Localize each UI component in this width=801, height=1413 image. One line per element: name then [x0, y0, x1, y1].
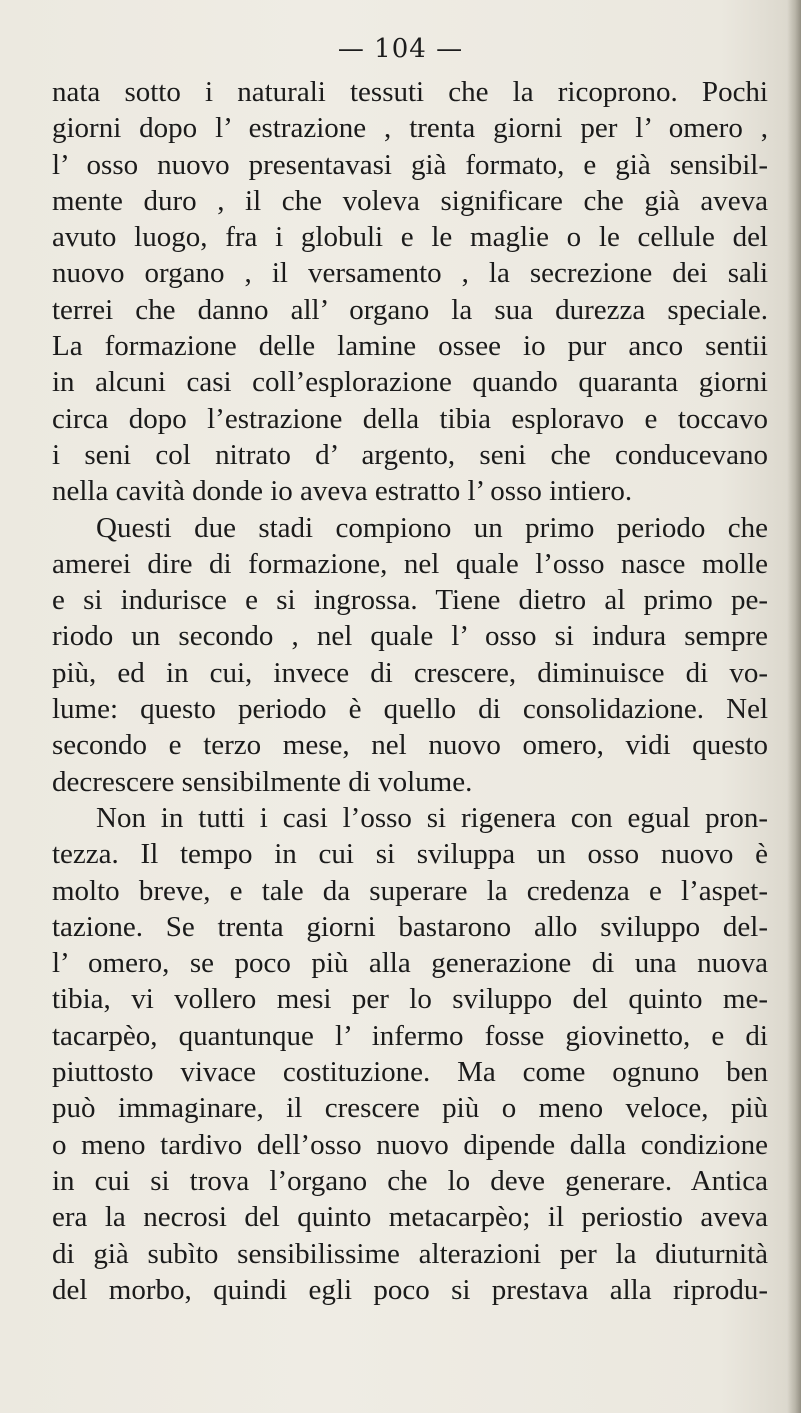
- text-line: decrescere sensibilmente di volume.: [52, 765, 473, 798]
- text-line: riodo un secondo , nel quale l’ osso si indura sempre: [52, 620, 768, 653]
- text-line: La formazione delle lamine ossee io pur anco sentii: [52, 330, 768, 363]
- text-line: molto breve, e tale da superare la credenza e l’aspet-: [52, 874, 768, 907]
- text-line: terrei che danno all’ organo la sua durezza speciale.: [52, 293, 768, 326]
- text-line: amerei dire di formazione, nel quale l’osso nasce molle: [52, 547, 768, 580]
- text-line: l’ osso nuovo presentavasi già formato, e già sensibil-: [52, 148, 768, 181]
- text-line: tezza. Il tempo in cui si sviluppa un osso nuovo è: [52, 838, 768, 871]
- page-number: — 104 —: [337, 34, 464, 64]
- text-line: Non in tutti i casi l’osso si rigenera con egual pron-: [96, 801, 768, 834]
- text-line: nuovo organo , il versamento , la secrezione dei sali: [52, 257, 768, 290]
- text-line: e si indurisce e si ingrossa. Tiene dietro al primo pe-: [52, 584, 768, 617]
- text-line: Questi due stadi compiono un primo periodo che: [96, 511, 768, 544]
- text-line: di già subìto sensibilissime alterazioni per la diuturnità: [52, 1237, 768, 1270]
- text-line: i seni col nitrato d’ argento, seni che conducevano: [52, 438, 768, 471]
- text-line: tibia, vi vollero mesi per lo sviluppo del quinto me-: [52, 983, 768, 1016]
- text-line: o meno tardivo dell’osso nuovo dipende dalla condizione: [52, 1128, 768, 1161]
- text-line: secondo e terzo mese, nel nuovo omero, vidi questo: [52, 729, 768, 762]
- text-line: può immaginare, il crescere più o meno veloce, più: [52, 1092, 768, 1125]
- body-text: [52, 74, 768, 1308]
- text-line: del morbo, quindi egli poco si prestava alla riprodu-: [52, 1273, 768, 1306]
- text-line: tacarpèo, quantunque l’ infermo fosse giovinetto, e di: [52, 1019, 768, 1052]
- page-edge-shadow: [787, 0, 801, 1413]
- text-line: avuto luogo, fra i globuli e le maglie o le cellule del: [52, 221, 768, 254]
- text-line: era la necrosi del quinto metacarpèo; il periostio aveva: [52, 1201, 768, 1234]
- text-line: tazione. Se trenta giorni bastarono allo sviluppo del-: [52, 910, 768, 943]
- text-line: nata sotto i naturali tessuti che la ricoprono. Pochi: [52, 76, 768, 108]
- text-line: in alcuni casi coll’esplorazione quando quaranta giorni: [52, 366, 768, 399]
- text-line: più, ed in cui, invece di crescere, diminuisce di vo-: [52, 656, 768, 689]
- text-line: mente duro , il che voleva significare che già aveva: [52, 184, 768, 217]
- text-line: in cui si trova l’organo che lo deve generare. Antica: [52, 1164, 768, 1197]
- text-line: l’ omero, se poco più alla generazione di una nuova: [52, 947, 768, 980]
- text-line: giorni dopo l’ estrazione , trenta giorni per l’ omero ,: [52, 112, 768, 145]
- text-line: nella cavità donde io aveva estratto l’ osso intiero.: [52, 475, 633, 508]
- text-line: piuttosto vivace costituzione. Ma come ognuno ben: [52, 1056, 768, 1089]
- text-line: circa dopo l’estrazione della tibia esploravo e toccavo: [52, 402, 768, 435]
- text-line: lume: questo periodo è quello di consolidazione. Nel: [52, 693, 768, 726]
